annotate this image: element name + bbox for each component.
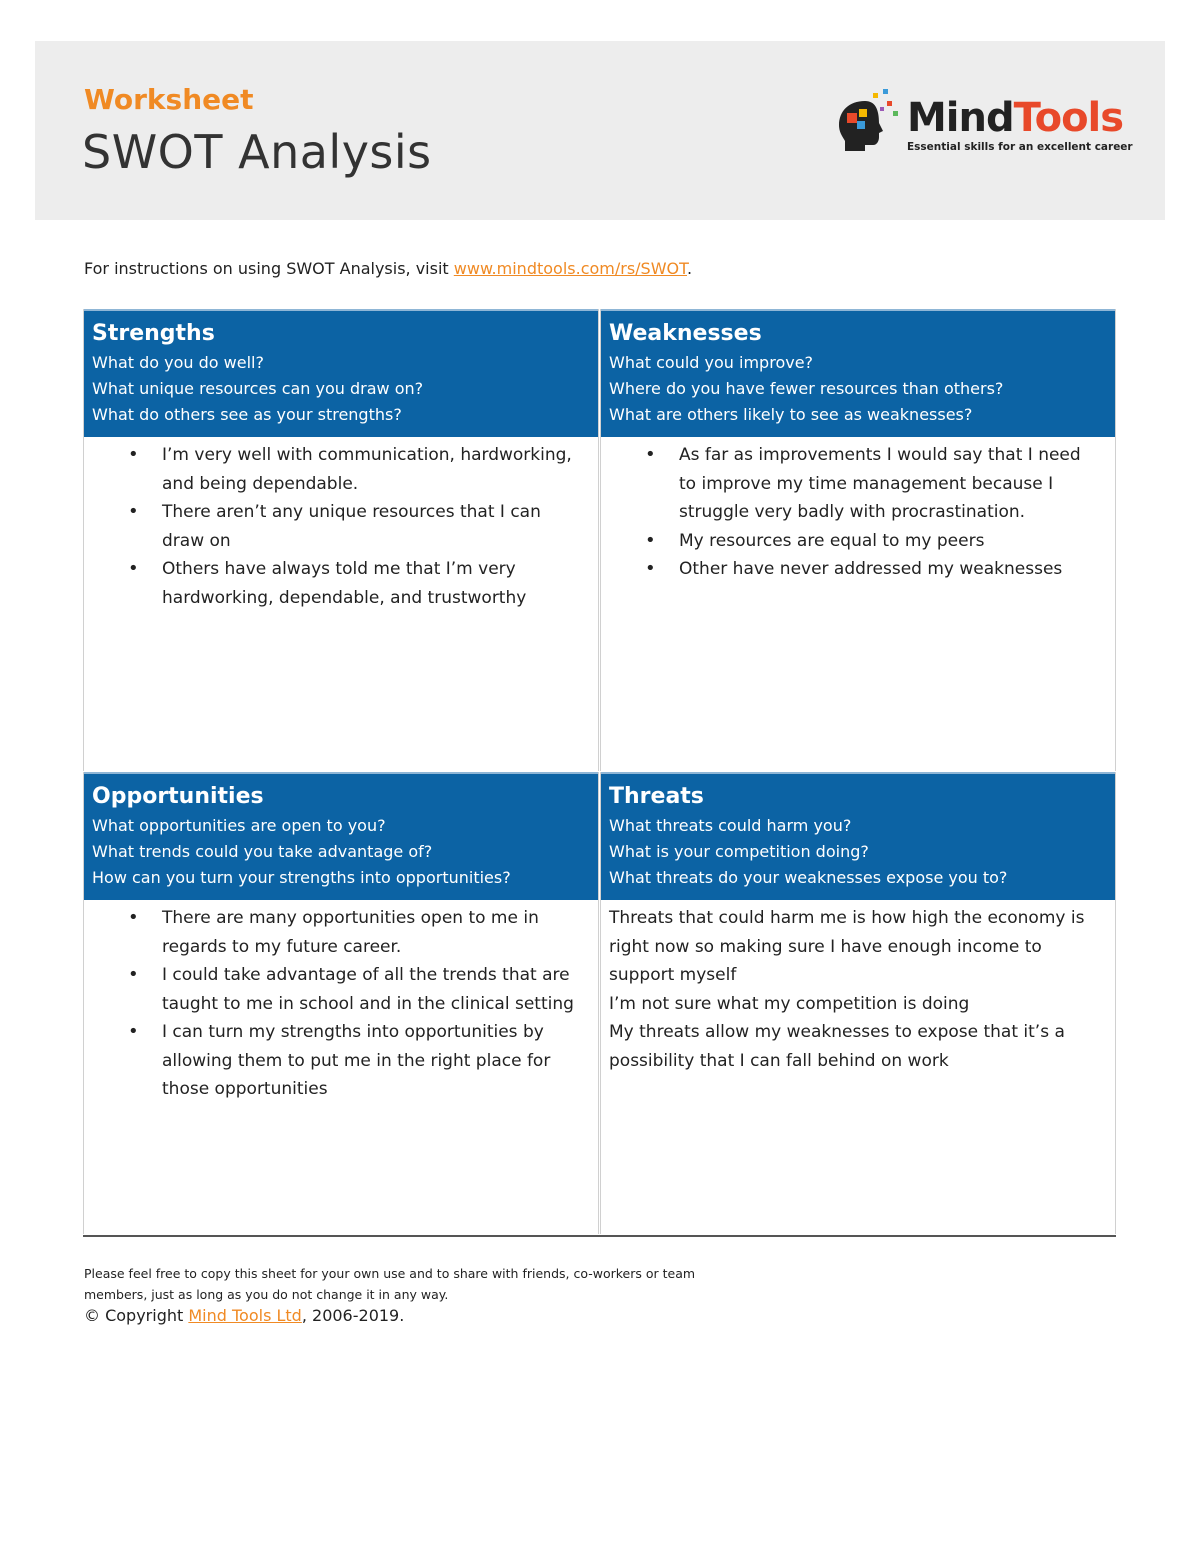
opportunities-title: Opportunities [92, 784, 264, 809]
text-line: My threats allow my weaknesses to expose that it’s a possibility that I can fall behind on work [609, 1022, 1065, 1071]
weaknesses-prompt: What could you improve? [609, 353, 814, 372]
strengths-title: Strengths [92, 321, 215, 346]
logo-mind: Mind [907, 95, 1014, 141]
weaknesses-prompt: Where do you have fewer resources than others? [609, 379, 1004, 398]
head-logo-icon [835, 89, 905, 159]
logo-wordmark [907, 95, 1123, 141]
strengths-body[interactable] [84, 437, 598, 612]
mindtools-link[interactable]: Mind Tools Ltd [188, 1306, 302, 1325]
strengths-prompt: What unique resources can you draw on? [92, 379, 424, 398]
instructions [84, 259, 692, 278]
mindtools-logo [835, 81, 1133, 161]
worksheet-label: Worksheet [84, 83, 254, 116]
list-item: • There aren’t any unique resources that I can draw on [162, 498, 586, 555]
swot-grid [83, 309, 1116, 1237]
threats-prompt: What threats do your weaknesses expose you to? [609, 868, 1008, 887]
copyright [84, 1306, 404, 1325]
text-line: I’m not sure what my competition is doing [609, 993, 970, 1014]
threats-body[interactable] [601, 900, 1115, 1075]
opportunities-quadrant [83, 772, 599, 1234]
list-item: • I can turn my strengths into opportunities by allowing them to put me in the right place for those opportunities [162, 1018, 586, 1104]
threats-header [601, 772, 1115, 900]
strengths-prompt: What do you do well? [92, 353, 264, 372]
strengths-header [84, 309, 598, 437]
header-banner [35, 41, 1165, 220]
threats-prompt: What threats could harm you? [609, 816, 852, 835]
weaknesses-title: Weaknesses [609, 321, 762, 346]
opportunities-prompt: What opportunities are open to you? [92, 816, 386, 835]
text-line: Threats that could harm me is how high the economy is right now so making sure I have enough income to support myself [609, 908, 1085, 985]
threats-quadrant [600, 772, 1116, 1234]
strengths-prompt: What do others see as your strengths? [92, 405, 402, 424]
instructions-text: For instructions on using SWOT Analysis, visit [84, 259, 454, 278]
copyright-prefix: © Copyright [84, 1306, 189, 1325]
footer-note: Please feel free to copy this sheet for your own use and to share with friends, co-workers or team members, just as long as you do not change it in any way. [84, 1266, 696, 1302]
list-item: • As far as improvements I would say that I need to improve my time management because I struggle very badly with procrastination. [679, 441, 1103, 527]
logo-tools: Tools [1013, 95, 1124, 141]
page-title: SWOT Analysis [82, 125, 432, 179]
opportunities-prompt: What trends could you take advantage of? [92, 842, 433, 861]
weaknesses-prompt: What are others likely to see as weaknesses? [609, 405, 973, 424]
weaknesses-body[interactable] [601, 437, 1115, 584]
threats-title: Threats [609, 784, 704, 809]
list-item: • My resources are equal to my peers [679, 527, 1103, 556]
list-item: • Other have never addressed my weaknesses [679, 555, 1103, 584]
instructions-suffix: . [687, 259, 693, 278]
threats-prompt: What is your competition doing? [609, 842, 869, 861]
list-item: • There are many opportunities open to me in regards to my future career. [162, 904, 586, 961]
strengths-quadrant [83, 309, 599, 771]
opportunities-header [84, 772, 598, 900]
list-item: • I could take advantage of all the trends that are taught to me in school and in the clinical setting [162, 961, 586, 1018]
weaknesses-quadrant [600, 309, 1116, 771]
copyright-suffix: , 2006-2019. [301, 1306, 405, 1325]
weaknesses-header [601, 309, 1115, 437]
logo-tagline: Essential skills for an excellent career [907, 141, 1133, 153]
opportunities-prompt: How can you turn your strengths into opportunities? [92, 868, 511, 887]
swot-link[interactable]: www.mindtools.com/rs/SWOT [453, 259, 687, 278]
list-item: • I’m very well with communication, hardworking, and being dependable. [162, 441, 586, 498]
list-item: • Others have always told me that I’m very hardworking, dependable, and trustworthy [162, 555, 586, 612]
opportunities-body[interactable] [84, 900, 598, 1104]
